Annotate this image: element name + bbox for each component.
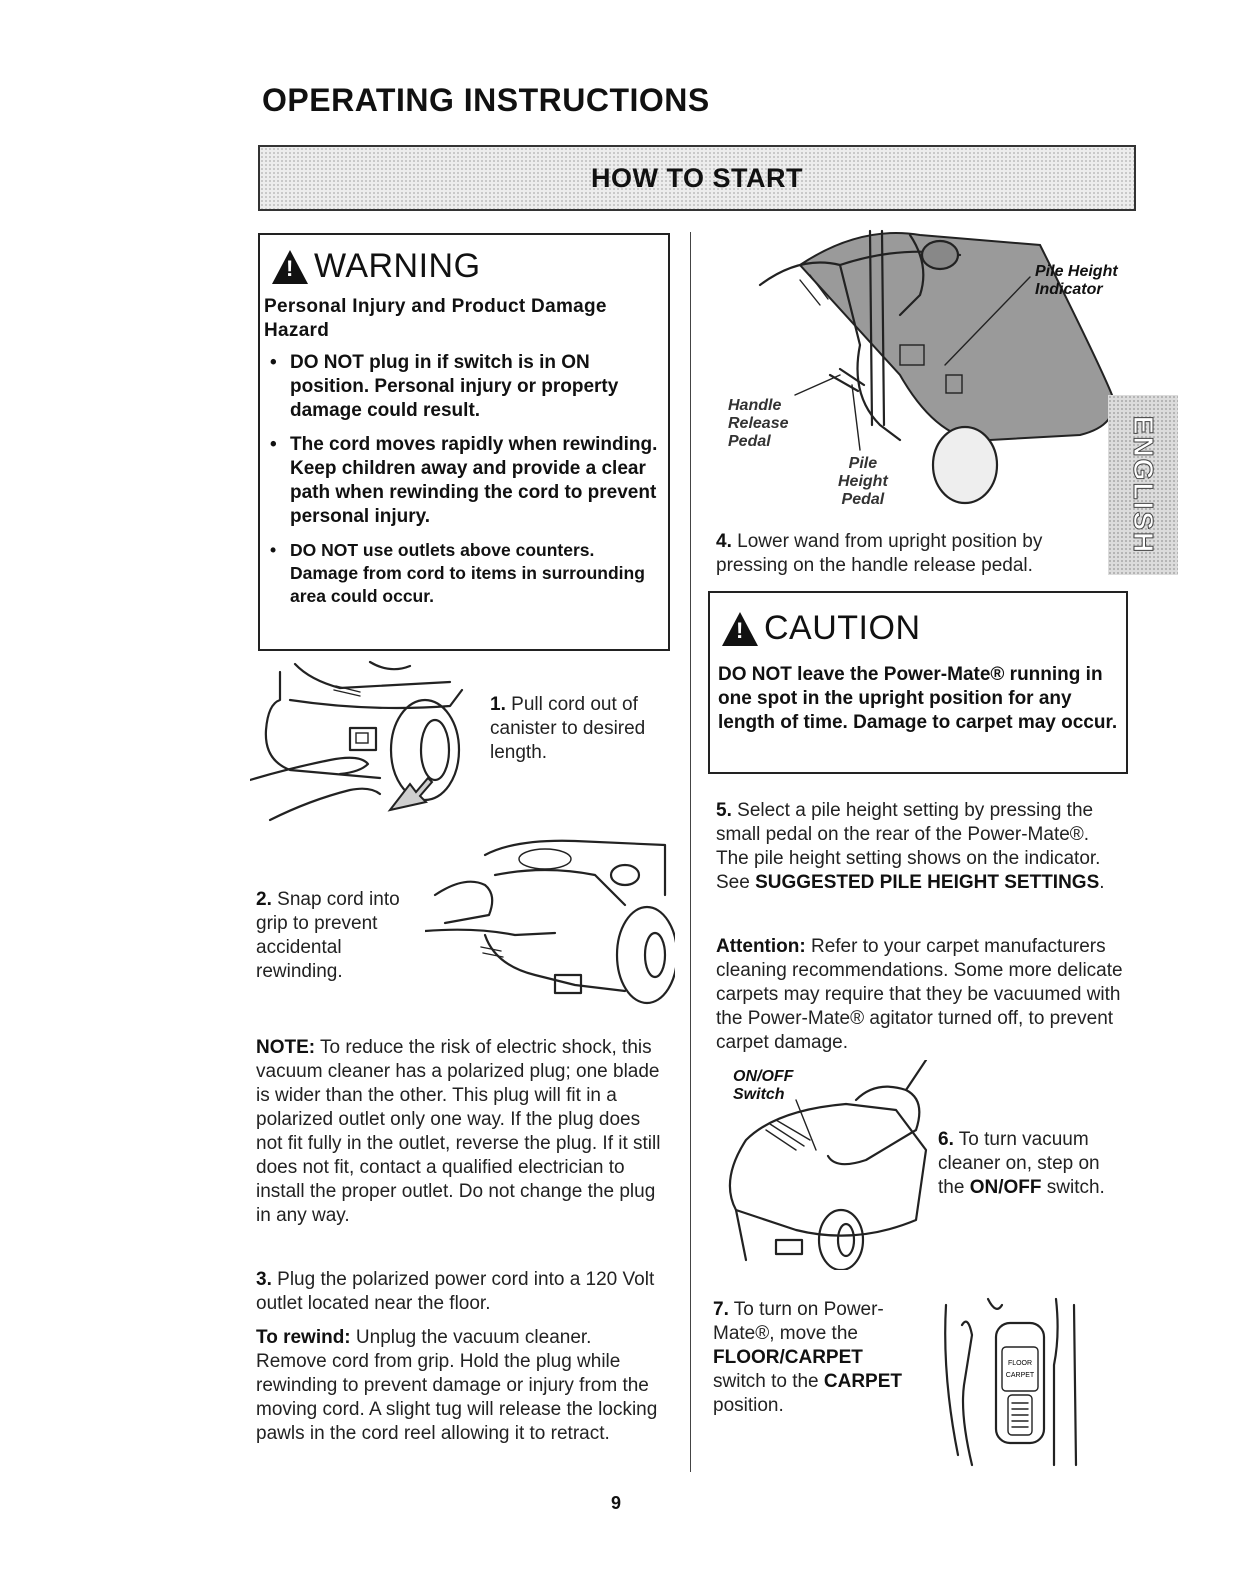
warning-list [268, 351, 663, 618]
step-5-number: 5. [716, 800, 732, 821]
step-4-number: 4. [716, 531, 732, 552]
step-1-number: 1. [490, 694, 506, 715]
step-4-text: Lower wand from upright position by pressing on the handle release pedal. [716, 531, 1043, 576]
column-divider [690, 232, 691, 1472]
language-tab-label: ENGLISH [1128, 415, 1159, 555]
note-text: To reduce the risk of electric shock, this vacuum cleaner has a polarized plug; one blade is wider than the other. This plug will fit in a polarized outlet only one way. If the plug does not fit fully in the outlet, reverse the plug. If it still does not fit, contact a qualified electrician to install the proper outlet. Do not change the plug in any way. [256, 1037, 661, 1226]
warning-item: • DO NOT plug in if switch is in ON position. Personal injury or property damage could result. [268, 351, 663, 423]
warning-box [258, 233, 670, 651]
warning-heading-text: WARNING [314, 247, 481, 285]
rewind-paragraph [256, 1326, 661, 1446]
step-3-text: Plug the polarized power cord into a 120 Volt outlet located near the floor. [256, 1269, 655, 1314]
step-3-number: 3. [256, 1269, 272, 1290]
step-7: 7. To turn on Power-Mate®, move the FLOOR/CARPET switch to the CARPET position. [713, 1299, 903, 1416]
step-3 [256, 1268, 661, 1316]
step-7-switch: FLOOR/CARPET [713, 1347, 863, 1368]
attention-paragraph [716, 935, 1126, 1055]
carpet-switch-text: CARPET [1005, 1372, 1035, 1379]
step-5-text: Select a pile height setting by pressing the small pedal on the rear of the Power-Mate®. The pile height setting shows on the indicator. See [716, 800, 1101, 893]
page-title: OPERATING INSTRUCTIONS [262, 82, 710, 118]
step-1 [490, 693, 670, 765]
pile-height-pedal-label: Pile Height Pedal [838, 455, 888, 508]
step-6-text: To turn vacuum cleaner on, step on the [938, 1129, 1100, 1198]
page-number: 9 [611, 1493, 622, 1513]
caution-heading-text: CAUTION [764, 609, 921, 647]
cord-grip-illustration [425, 835, 675, 1010]
step-7-number: 7. [713, 1299, 729, 1320]
floor-switch-text: FLOOR [1007, 1360, 1033, 1367]
step-6-number: 6. [938, 1129, 954, 1150]
section-header [258, 145, 1136, 211]
pull-cord-illustration [250, 660, 480, 830]
note-paragraph [256, 1036, 661, 1228]
caution-text: DO NOT leave the Power-Mate® running in one spot in the upright position for any length of time. Damage to carpet may occur. [718, 664, 1118, 733]
warning-triangle-icon [272, 250, 308, 284]
step-5: 5. Select a pile height setting by pressing the small pedal on the rear of the Power-Mate®. The pile height setting shows on the indicator. See SUGGESTED PILE HEIGHT SETTINGS. [716, 800, 1105, 893]
floor-carpet-switch-illustration [938, 1295, 1088, 1470]
warning-heading [272, 247, 481, 286]
warning-item: • The cord moves rapidly when rewinding. Keep children away and provide a clear path when rewinding the cord to prevent personal injury. [268, 433, 663, 529]
caution-box [708, 591, 1128, 774]
pile-height-indicator-label: Pile Height Indicator [1035, 263, 1118, 298]
section-header-label: HOW TO START [591, 162, 803, 193]
language-tab [1108, 395, 1178, 575]
step-4 [716, 530, 1106, 578]
caution-triangle-icon [722, 612, 758, 646]
rewind-label: To rewind: [256, 1327, 351, 1348]
step-5-reference: SUGGESTED PILE HEIGHT SETTINGS [755, 872, 1100, 893]
warning-item: • DO NOT use outlets above counters. Damage from cord to items in surrounding area could occur. [268, 539, 663, 608]
step-7-text: To turn on Power-Mate®, move the [713, 1299, 884, 1344]
step-7-position: CARPET [823, 1371, 903, 1392]
attention-text: Refer to your carpet manufacturers cleaning recommendations. Some more delicate carpets may require that they be vacuumed with the Power-Mate® agitator turned off, to prevent carpet damage. [716, 936, 1123, 1053]
step-2 [256, 888, 426, 984]
attention-label: Attention: [716, 936, 806, 957]
note-label: NOTE: [256, 1037, 316, 1058]
step-6: 6. To turn vacuum cleaner on, step on the ON/OFF switch. [938, 1129, 1105, 1198]
step-2-text: Snap cord into grip to prevent accidental rewinding. [256, 889, 400, 982]
step-2-number: 2. [256, 889, 272, 910]
on-off-illustration [706, 1060, 936, 1270]
warning-subheading: Personal Injury and Product Damage Hazard [264, 296, 607, 341]
on-off-switch-label: ON/OFF Switch [733, 1068, 794, 1103]
handle-release-pedal-label: Handle Release Pedal [728, 397, 789, 450]
caution-heading [722, 609, 921, 648]
step-1-text: Pull cord out of canister to desired length. [490, 694, 646, 763]
rewind-text: Unplug the vacuum cleaner. Remove cord from grip. Hold the plug while rewinding to prevent damage or injury from the moving cord. A slight tug will release the locking pawls in the cord reel allowing it to retract. [256, 1327, 658, 1444]
step-6-switch: ON/OFF [969, 1177, 1042, 1198]
